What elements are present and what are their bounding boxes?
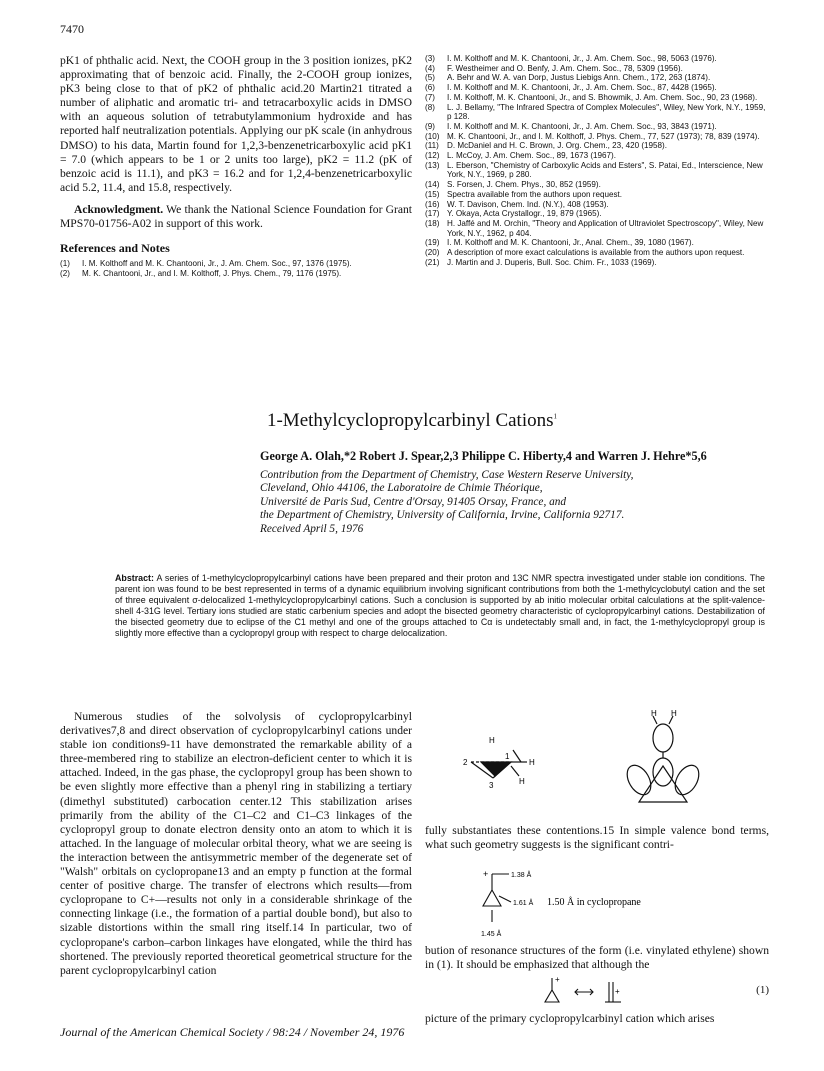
plus-charge: + bbox=[615, 987, 620, 997]
reference-item bbox=[425, 73, 769, 83]
reference-number: (8) bbox=[425, 102, 435, 112]
reference-text: L. Eberson, "Chemistry of Carboxylic Acids and Esters", S. Patai, Ed., Interscience, New York, N.Y., 1969, p 280. bbox=[447, 160, 763, 180]
reference-text: L. McCoy, J. Am. Chem. Soc., 89, 1673 (1967). bbox=[447, 151, 616, 161]
reference-number: (17) bbox=[425, 209, 440, 219]
reference-item bbox=[425, 83, 769, 93]
equation-number: (1) bbox=[756, 984, 769, 997]
article-title bbox=[0, 410, 824, 432]
reference-text: I. M. Kolthoff and M. K. Chantooni, Jr., Anal. Chem., 39, 1080 (1967). bbox=[447, 238, 694, 248]
reference-text: I. M. Kolthoff and M. K. Chantooni, Jr., J. Am. Chem. Soc., 97, 1376 (1975). bbox=[82, 259, 352, 269]
reference-number: (13) bbox=[425, 160, 440, 170]
reference-number: (12) bbox=[425, 151, 440, 161]
reference-number: (10) bbox=[425, 131, 440, 141]
affiliation-line: Université de Paris Sud, Centre d'Orsay, 91405 Orsay, France, and bbox=[260, 495, 567, 508]
reference-number: (16) bbox=[425, 199, 440, 209]
reference-item bbox=[425, 141, 769, 151]
page-number: 7470 bbox=[60, 22, 84, 36]
reference-item bbox=[425, 93, 769, 103]
intro-column bbox=[60, 710, 412, 978]
reference-text: I. M. Kolthoff and M. K. Chantooni, Jr., J. Am. Chem. Soc., 87, 4428 (1965). bbox=[447, 83, 717, 93]
reference-item bbox=[425, 238, 769, 248]
label-h-top: H bbox=[489, 736, 495, 745]
reference-number: (21) bbox=[425, 257, 440, 267]
label-h-orbital-left: H bbox=[651, 710, 657, 718]
references-heading: References and Notes bbox=[60, 241, 170, 256]
continued-paragraph: pK1 of phthalic acid. Next, the COOH group in the 3 position ionizes, pK2 approximating that of benzoic acid. Finally, the 2-COOH group ionizes, pK3 being close to that of pK2 of phthalic acid.20 Martin21 titrated a number of aliphatic and aromatic tri- and tetracarboxylic acids in DMSO with an aqueous solution of tetrabutylammonium hydroxide and has reported half neutralization potentials. Applying our pK scale (in anhydrous DMSO) to his data, Martin found for 1,2,3-benzenetricarboxylic acid pK1 = 7.0 (which appears to be 1 or 2 units too large), pK2 = 11.2 (pK of benzoic acid is 11.1), and pK3 = 16.2 and for 1,2,4-benzenetricarboxylic acid 5.2, 11.4, and 15.8, respectively. bbox=[60, 54, 412, 194]
reference-number: (5) bbox=[425, 73, 435, 83]
reference-item bbox=[425, 180, 769, 190]
bond-label-side: 1.61 Å bbox=[513, 900, 534, 908]
reference-text: L. J. Bellamy, "The Infrared Spectra of Complex Molecules", Wiley, New York, N.Y., 1959, p 128. bbox=[447, 102, 766, 122]
plus-charge: + bbox=[483, 869, 489, 880]
reference-item bbox=[425, 219, 769, 238]
reference-text: I. M. Kolthoff and M. K. Chantooni, Jr., J. Am. Chem. Soc., 98, 5063 (1976). bbox=[447, 54, 717, 63]
reference-item bbox=[425, 122, 769, 132]
reference-number: (7) bbox=[425, 92, 435, 102]
label-c1: 1 bbox=[505, 752, 510, 761]
acknowledgment-text: We thank the National Science Foundation for Grant MPS70-01756-A02 in support of this work. bbox=[60, 202, 412, 231]
reference-text: A. Behr and W. A. van Dorp, Justus Liebigs Ann. Chem., 172, 263 (1874). bbox=[447, 73, 711, 83]
right-column-bottom bbox=[425, 710, 769, 1026]
references-right-column bbox=[425, 54, 769, 267]
reference-item bbox=[425, 54, 769, 64]
abstract-text: A series of 1-methylcyclopropylcarbinyl cations have been prepared and their proton and 13C NMR spectra investigated under stable ion conditions. The parent ion was found to be best represented in terms of a dynamic equilibrium involving significant contributions from both the 1-methylcyclobutyl cation and the set of three equivalent σ-delocalized 1-methylcyclopropylcarbinyl cations. Such a conclusion is supported by ab initio molecular orbital calculations at the split-valence-shell 4-31G level. Tertiary ions studied are static carbenium species and adopt the bisected geometry characteristic of cyclopropylcarbinyl cations. Destabilization of the bisected geometry due to eclipse of the C1 methyl and one of the groups attached to Cα is undetectably small and, in fact, the 1-methylcyclopropyl group is slightly more effective than a cyclopropyl group with respect to charge delocalization. bbox=[115, 573, 765, 639]
reference-text: W. T. Davison, Chem. Ind. (N.Y.), 408 (1953). bbox=[447, 199, 609, 209]
bond-label-bottom: 1.45 Å bbox=[481, 931, 502, 939]
reference-number: (18) bbox=[425, 218, 440, 228]
reference-item bbox=[425, 258, 769, 268]
acknowledgment bbox=[60, 203, 412, 231]
affiliation-line: the Department of Chemistry, University of California, Irvine, California 92717. bbox=[260, 509, 625, 522]
reference-number: (19) bbox=[425, 238, 440, 248]
right-paragraph-3: picture of the primary cyclopropylcarbinyl cation which arises bbox=[425, 1012, 715, 1026]
reference-item bbox=[425, 200, 769, 210]
authors: George A. Olah,*2 Robert J. Spear,2,3 Philippe C. Hiberty,4 and Warren J. Hehre*5,6 bbox=[260, 449, 707, 463]
abstract-heading: Abstract: bbox=[115, 573, 154, 583]
affiliation-line: Contribution from the Department of Chemistry, Case Western Reserve University, bbox=[260, 469, 634, 481]
reference-item bbox=[425, 64, 769, 74]
article-title-footnote: 1 bbox=[553, 412, 558, 421]
reference-number: (3) bbox=[425, 54, 435, 63]
plus-charge: + bbox=[555, 975, 560, 985]
reference-item bbox=[425, 248, 769, 258]
right-paragraph-2: bution of resonance structures of the form (i.e. vinylated ethylene) shown in (1). It should be emphasized that although the bbox=[425, 944, 769, 972]
reference-number: (2) bbox=[60, 268, 70, 278]
reference-text: Spectra available from the authors upon request. bbox=[447, 189, 623, 199]
journal-footer: Journal of the American Chemical Society / 98:24 / November 24, 1976 bbox=[60, 1025, 405, 1039]
reference-number: (4) bbox=[425, 63, 435, 73]
reference-text: I. M. Kolthoff and M. K. Chantooni, Jr., J. Am. Chem. Soc., 93, 3843 (1971). bbox=[447, 121, 717, 131]
resonance-structures bbox=[425, 972, 769, 1012]
reference-number: (11) bbox=[425, 141, 439, 151]
reference-text: I. M. Kolthoff, M. K. Chantooni, Jr., and S. Bhowmik, J. Am. Chem. Soc., 90, 23 (1968). bbox=[447, 92, 758, 102]
abstract bbox=[115, 573, 765, 640]
label-h-right: H bbox=[529, 758, 535, 767]
reference-item bbox=[60, 269, 412, 279]
article-title-text: 1-Methylcyclopropylcarbinyl Cations bbox=[266, 410, 554, 431]
reference-text: Y. Okaya, Acta Crystallogr., 19, 879 (1965). bbox=[447, 209, 602, 219]
label-h-orbital-right: H bbox=[671, 710, 677, 718]
reference-number: (15) bbox=[425, 189, 440, 199]
cation-structure-diagram bbox=[425, 710, 769, 820]
reference-item bbox=[425, 161, 769, 180]
label-c3: 3 bbox=[489, 781, 494, 790]
reference-text: S. Forsen, J. Chem. Phys., 30, 852 (1959). bbox=[447, 180, 601, 190]
acknowledgment-heading: Acknowledgment. bbox=[74, 202, 164, 216]
resonance-equation bbox=[425, 972, 769, 1012]
reference-number: (20) bbox=[425, 248, 440, 258]
intro-paragraph: Numerous studies of the solvolysis of cyclopropylcarbinyl derivatives7,8 and direct observation of cyclopropylcarbinyl cations under stable ion conditions9-11 have demonstrated the remarkable ability of a three-membered ring to stabilize an electron-deficient center to which it is attached. Indeed, in the gas phase, the cyclopropyl group has been shown to be even slightly more effective than a phenyl ring in stabilizing a tertiary (dimethyl substituted) carbocation center.12 This stabilization arises primarily from the ability of the C1–C2 and C1–C3 linkages of the cyclopropyl group to donate electron density onto an atom to which it is attached. In the language of molecular orbital theory, what we are seeing is the interaction between the antisymmetric member of the degenerate set of "Walsh" orbitals on cyclopropane13 and an empty p function at the formal center of positive charge. The transfer of electrons which results—from cyclopropane to C+—results not only in a considerable shrinkage of the connecting linkage (i.e., the formation of a partial double bond), but also to sizable distortions within the small ring itself.14 In particular, two of cyclopropane's carbon–carbon linkages have elongated, while the third has shortened. The previously reported theoretical geometrical structure for the parent cyclopropylcarbinyl cation bbox=[60, 710, 412, 977]
affiliation-line: Cleveland, Ohio 44106, the Laboratoire de Chimie Théorique, bbox=[260, 482, 543, 495]
reference-text: F. Westheimer and O. Benfy, J. Am. Chem. Soc., 78, 5309 (1956). bbox=[447, 63, 683, 73]
reference-text: A description of more exact calculations is available from the authors upon request. bbox=[447, 248, 745, 258]
reference-item bbox=[425, 190, 769, 200]
reference-item bbox=[425, 132, 769, 142]
reference-number: (9) bbox=[425, 121, 435, 131]
reference-item bbox=[425, 209, 769, 219]
left-column-top bbox=[60, 54, 412, 279]
reference-text: H. Jaffé and M. Orchin, "Theory and Application of Ultraviolet Spectroscopy", Wiley, New York, N.Y., 1962, p 404. bbox=[447, 218, 764, 238]
reference-number: (1) bbox=[60, 259, 70, 269]
label-c2: 2 bbox=[463, 758, 468, 767]
cyclopropane-reference: 1.50 Å in cyclopropane bbox=[547, 897, 641, 909]
reference-item bbox=[425, 103, 769, 122]
received-date: Received April 5, 1976 bbox=[260, 522, 364, 535]
reference-text: M. K. Chantooni, Jr., and I. M. Kolthoff, J. Phys. Chem., 79, 1176 (1975). bbox=[82, 268, 342, 278]
reference-text: D. McDaniel and H. C. Brown, J. Org. Chem., 23, 420 (1958). bbox=[447, 141, 667, 151]
label-h-bottom: H bbox=[519, 777, 525, 786]
reference-text: J. Martin and J. Duperis, Bull. Soc. Chim. Fr., 1033 (1969). bbox=[447, 257, 657, 267]
bond-label-top: 1.38 Å bbox=[511, 872, 532, 880]
reference-text: M. K. Chantooni, Jr., and I. M. Kolthoff, J. Phys. Chem., 77, 527 (1973); 78, 839 (1974). bbox=[447, 131, 760, 141]
reference-item bbox=[425, 151, 769, 161]
right-paragraph-1: fully substantiates these contentions.15 In simple valence bond terms, what such geometry suggests is the significant contri- bbox=[425, 824, 769, 852]
reference-number: (6) bbox=[425, 83, 435, 93]
affiliation bbox=[260, 469, 760, 536]
reference-item bbox=[60, 259, 412, 269]
reference-number: (14) bbox=[425, 180, 440, 190]
bond-length-diagram bbox=[425, 852, 769, 944]
